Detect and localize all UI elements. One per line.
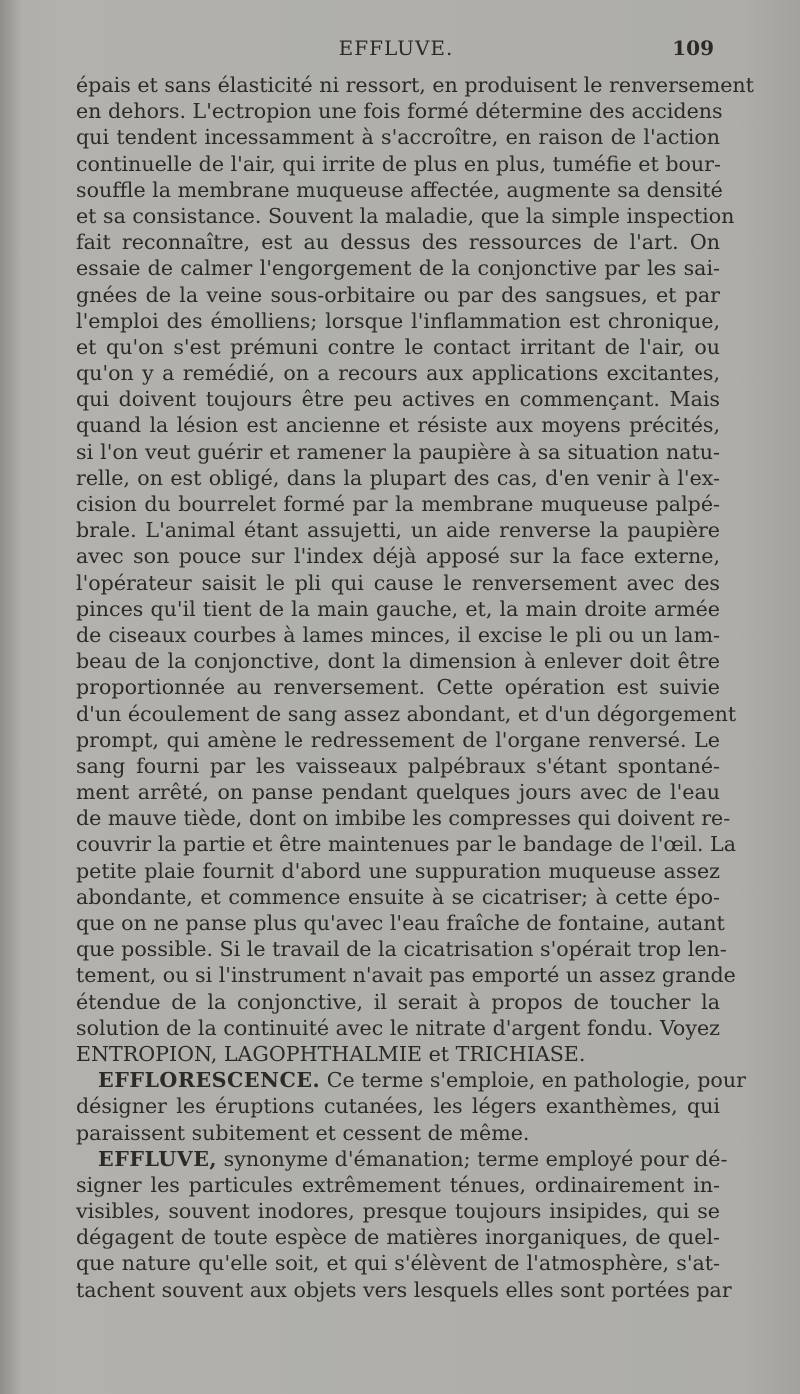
text-line <box>76 936 727 962</box>
line-text: si l'on veut guérir et ramener la paupière à sa situation natu- <box>76 439 720 464</box>
line-text: ENTROPION, LAGOPHTHALMIE et TRICHIASE. <box>76 1041 586 1066</box>
text-line <box>76 1041 720 1067</box>
text-line <box>76 1093 720 1119</box>
text-line <box>76 229 720 255</box>
line-text: synonyme d'émanation; terme employé pour dé- <box>217 1146 728 1171</box>
line-text: de mauve tiède, dont on imbibe les compresses qui doivent re- <box>76 806 731 831</box>
text-line <box>76 701 737 727</box>
text-line <box>76 1015 720 1041</box>
line-text: ment arrêté, on panse pendant quelques jours avec de l'eau <box>76 780 720 805</box>
line-text: paraissent subitement et cessent de même. <box>76 1120 530 1145</box>
text-line <box>76 779 720 805</box>
line-text: qu'on y a remédié, on a recours aux applications excitantes, <box>76 361 720 386</box>
entry-headword: EFFLUVE, <box>98 1146 218 1171</box>
line-text: fait reconnaître, est au dessus des ressources de l'art. On <box>76 230 720 255</box>
line-text: désigner les éruptions cutanées, les légers exanthèmes, qui <box>76 1094 720 1119</box>
line-text: brale. L'animal étant assujetti, un aide renverse la paupière <box>76 518 720 543</box>
text-line <box>76 72 754 98</box>
text-line <box>76 596 720 622</box>
line-text: avec son pouce sur l'index déjà apposé sur la face externe, <box>76 544 720 569</box>
line-text: cision du bourrelet formé par la membrane muqueuse palpé- <box>76 492 720 516</box>
line-text: de ciseaux courbes à lames minces, il excise le pli ou un lam- <box>76 622 720 647</box>
line-text: visibles, souvent inodores, presque toujours insipides, qui se <box>76 1199 720 1224</box>
text-line <box>76 177 723 203</box>
text-line <box>76 753 720 779</box>
line-text: quand la lésion est ancienne et résiste aux moyens précités, <box>76 413 720 438</box>
page-header <box>78 36 714 66</box>
line-text: signer les particules extrêmement ténues, ordinairement in- <box>76 1172 720 1197</box>
line-text: beau de la conjonctive, dont la dimension à enlever doit être <box>76 649 720 674</box>
text-line <box>76 517 720 543</box>
text-line <box>76 386 720 412</box>
text-line <box>76 1120 720 1146</box>
line-text: et qu'on s'est prémuni contre le contact irritant de l'air, ou <box>76 334 720 359</box>
line-text: que on ne panse plus qu'avec l'eau fraîche de fontaine, autant <box>76 911 725 935</box>
text-line <box>76 98 723 124</box>
line-text: prompt, qui amène le redressement de l'organe renversé. Le <box>76 727 720 752</box>
text-line <box>76 203 735 229</box>
text-line <box>76 360 720 386</box>
text-line <box>76 412 720 438</box>
text-line <box>76 1250 720 1276</box>
text-line <box>76 727 720 753</box>
text-line <box>76 1172 720 1198</box>
text-line <box>76 648 720 674</box>
text-line <box>76 1067 746 1093</box>
line-text: épais et sans élasticité ni ressort, en produisent le renversement <box>76 73 754 97</box>
line-text: et sa consistance. Souvent la maladie, que la simple inspection <box>76 203 735 228</box>
text-line <box>76 543 720 569</box>
text-line <box>76 465 720 491</box>
text-line <box>76 255 720 281</box>
line-text: que nature qu'elle soit, et qui s'élèvent de l'atmosphère, s'at- <box>76 1251 720 1276</box>
text-line <box>76 1146 728 1172</box>
text-line <box>76 124 720 150</box>
body-text <box>76 72 754 1303</box>
text-line <box>76 622 720 648</box>
text-line <box>76 308 720 334</box>
line-text: que possible. Si le travail de la cicatrisation s'opérait trop len- <box>76 937 727 962</box>
line-text: qui doivent toujours être peu actives en commençant. Mais <box>76 387 720 412</box>
line-text: d'un écoulement de sang assez abondant, et d'un dégorgement <box>76 701 737 726</box>
text-line <box>76 962 736 988</box>
text-line <box>76 674 720 700</box>
line-text: solution de la continuité avec le nitrate d'argent fondu. Voyez <box>76 1015 720 1040</box>
text-line <box>76 1224 720 1250</box>
line-text: petite plaie fournit d'abord une suppuration muqueuse assez <box>76 858 720 883</box>
text-line <box>76 831 736 857</box>
line-text: Ce terme s'emploie, en pathologie, pour <box>320 1068 746 1093</box>
text-line <box>76 282 720 308</box>
line-text: étendue de la conjonctive, il serait à propos de toucher la <box>76 989 720 1014</box>
line-text: souffle la membrane muqueuse affectée, augmente sa densité <box>76 177 723 202</box>
text-line <box>76 334 720 360</box>
line-text: dégagent de toute espèce de matières inorganiques, de quel- <box>76 1225 720 1250</box>
line-text: proportionnée au renversement. Cette opération est suivie <box>76 675 720 700</box>
line-text: essaie de calmer l'engorgement de la conjonctive par les sai- <box>76 256 720 281</box>
text-line <box>76 805 731 831</box>
line-text: abondante, et commence ensuite à se cicatriser; à cette épo- <box>76 884 720 909</box>
text-line <box>76 570 720 596</box>
text-line <box>76 884 720 910</box>
line-text: tachent souvent aux objets vers lesquels elles sont portées par <box>76 1277 732 1302</box>
text-line <box>76 989 720 1015</box>
line-text: l'emploi des émolliens; lorsque l'inflammation est chronique, <box>76 308 720 333</box>
text-line <box>76 439 720 465</box>
text-line <box>76 151 720 177</box>
text-line <box>76 858 720 884</box>
line-text: couvrir la partie et être maintenues par le bandage de l'œil. La <box>76 832 736 857</box>
line-text: relle, on est obligé, dans la plupart des cas, d'en venir à l'ex- <box>76 465 720 490</box>
line-text: pinces qu'il tient de la main gauche, et, la main droite armée <box>76 596 720 621</box>
text-line <box>76 491 720 517</box>
line-text: qui tendent incessamment à s'accroître, en raison de l'action <box>76 125 720 150</box>
line-text: l'opérateur saisit le pli qui cause le renversement avec des <box>76 570 720 595</box>
line-text: continuelle de l'air, qui irrite de plus en plus, tuméfie et bour- <box>76 151 721 176</box>
line-text: sang fourni par les vaisseaux palpébraux s'étant spontané- <box>76 753 720 778</box>
entry-headword: EFFLORESCENCE. <box>98 1068 321 1093</box>
line-text: tement, ou si l'instrument n'avait pas emporté un assez grande <box>76 963 736 988</box>
line-text: gnées de la veine sous-orbitaire ou par des sangsues, et par <box>76 282 720 307</box>
line-text: en dehors. L'ectropion une fois formé détermine des accidens <box>76 99 723 124</box>
text-line <box>76 1198 720 1224</box>
text-line <box>76 1277 732 1303</box>
page-number: 109 <box>672 36 714 60</box>
text-line <box>76 910 725 936</box>
running-head: EFFLUVE. <box>338 36 454 60</box>
